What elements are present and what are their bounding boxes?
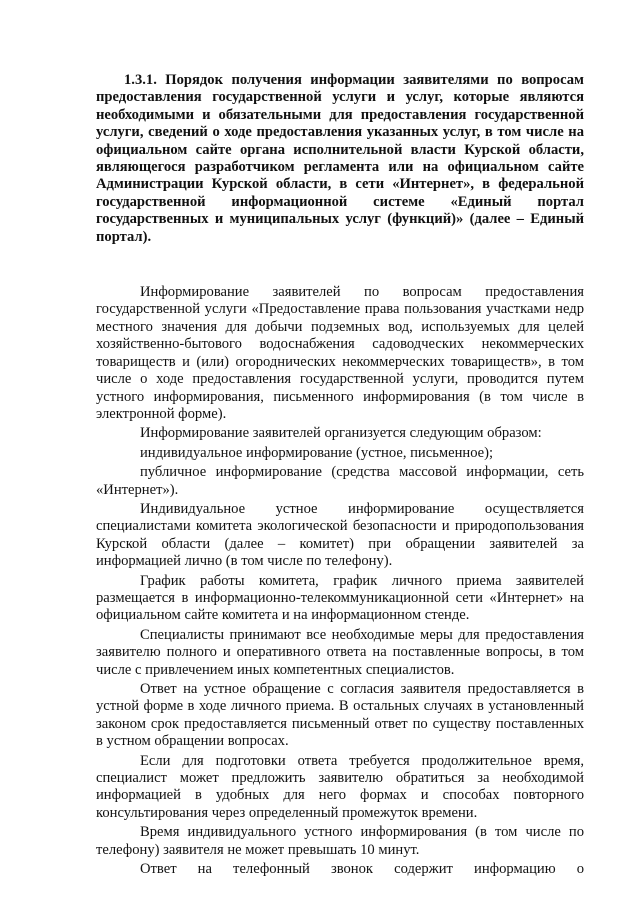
paragraph-oral-informing: Индивидуальное устное информирование осуществляется специалистами комитета экологической безопасности и природопользования Курской области (далее – комитет) при обращении заявителей за информацией лично (в том числе по телефону). xyxy=(96,500,584,570)
paragraph-organization: Информирование заявителей организуется следующим образом: xyxy=(140,425,542,442)
paragraph-time-limit: Время индивидуального устного информирования (в том числе по телефону) заявителя не может превышать 10 минут. xyxy=(96,824,584,858)
paragraph-schedule: График работы комитета, график личного приема заявителей размещается в информационно-телекоммуникационной сети «Интернет» на официальном сайте комитета и на информационном стенде. xyxy=(96,572,584,624)
paragraph-long-preparation: Если для подготовки ответа требуется продолжительное время, специалист может предложить заявителю обратиться за необходимой информацией в удобных для него формах и способах повторного консультирования через определенный промежуток времени. xyxy=(96,752,584,821)
paragraph-informing-applicants: Информирование заявителей по вопросам предоставления государственной услуги «Предоставление права пользования участками недр местного значения для добычи подземных вод, используемых для целей хозяйственно-бытового водоснабжения садоводческих некоммерческих товариществ и (или) огороднических некоммерческих товариществ», в том числе о ходе предоставления государственной услуги, проводится путем устного информирования, письменного информирования (в том числе в электронной форме). xyxy=(96,284,584,422)
paragraph-individual: индивидуальное информирование (устное, письменное); xyxy=(140,444,494,461)
paragraph-specialists: Специалисты принимают все необходимые меры для предоставления заявителю полного и оперативного ответа на поставленные вопросы, в том числе с привлечением иных компетентных специалистов. xyxy=(96,626,584,678)
paragraph-phone-call: Ответ на телефонный звонок содержит информацию о xyxy=(140,861,584,878)
paragraph-oral-answer: Ответ на устное обращение с согласия заявителя предоставляется в устной форме в ходе личного приема. В остальных случаях в установленный законом срок предоставляется письменный ответ по существу поставленных в устном обращении вопросах. xyxy=(96,681,584,750)
paragraph-public: публичное информирование (средства массовой информации, сеть «Интернет»). xyxy=(96,464,584,498)
section-heading: 1.3.1. Порядок получения информации заявителями по вопросам предоставления государственной услуги и услуг, которые являются необходимыми и обязательными для предоставления государственной услуги, сведений о ходе предоставления указанных услуг, в том числе на официальном сайте органа исполнительной власти Курской области, являющегося разработчиком регламента или на официальном сайте Администрации Курской области, в сети «Интернет», в федеральной государственной информационной системе «Единый портал государственных и муниципальных услуг (функций)» (далее – Единый портал). xyxy=(96,72,584,245)
document-page xyxy=(96,72,584,880)
